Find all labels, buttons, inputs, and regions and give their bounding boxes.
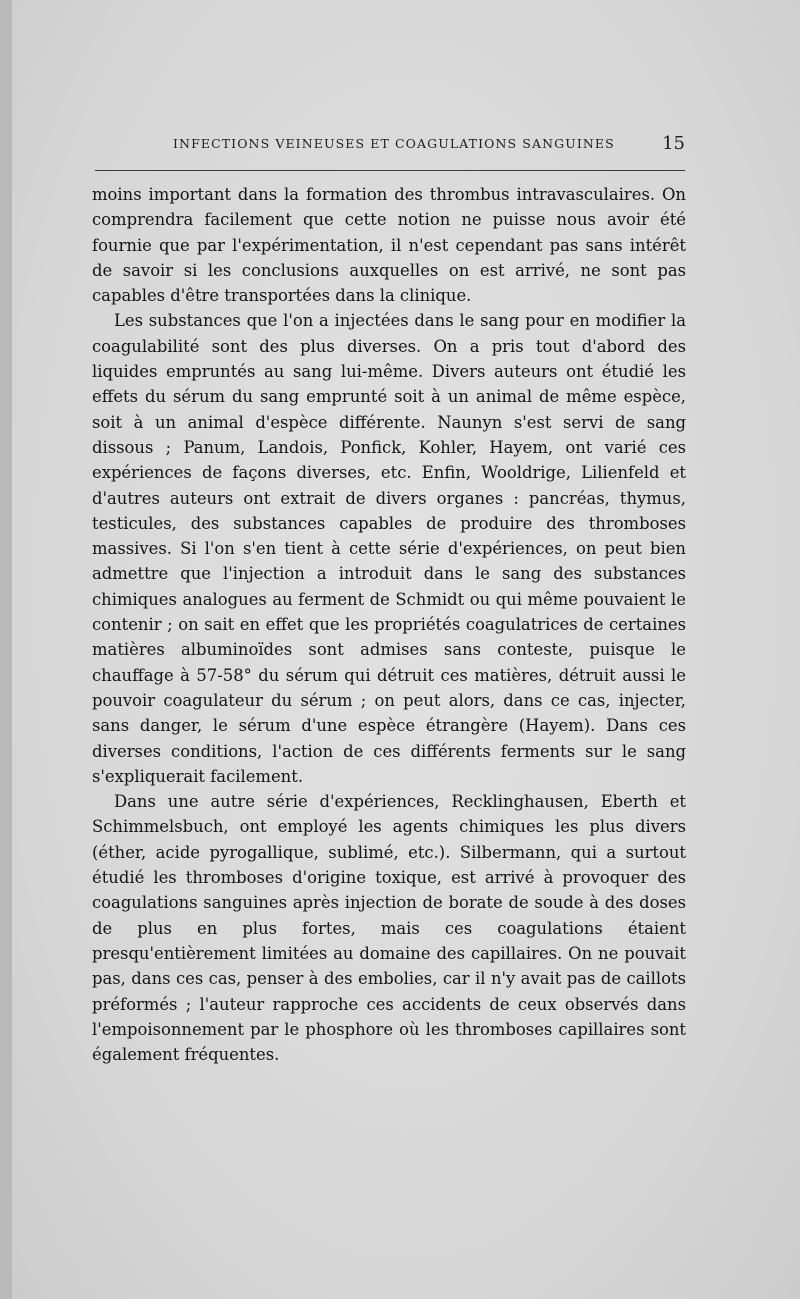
paragraph-substances: Les substances que l'on a injectées dans le sang pour en modifier la coagulabilité sont des plus diverses. On a pris tout d'abord des liquides empruntés au sang lui-même. Divers auteurs ont étudié les effets du sérum du sang emprunté soit à un animal de même espèce, soit à un animal d'espèce différente. Naunyn s'est servi de sang dissous ; Panum, Landois, Ponfick, Kohler, Hayem, ont varié ces expériences de façons diverses, etc. Enfin, Wooldrige, Lilienfeld et d'autres auteurs ont extrait de divers organes : pancréas, thymus, testicules, des substances capables de produire des thromboses massives. Si l'on s'en tient à cette série d'expériences, on peut bien admettre que l'injection a introduit dans le sang des substances chimiques analogues au ferment de Schmidt ou qui même pouvaient le contenir ; on sait en effet que les propriétés coagulatrices de certaines matières albuminoïdes sont admises sans conteste, puisque le chauffage à 57-58° du sérum qui détruit ces matières, détruit aussi le pouvoir coagulateur du sérum ; on peut alors, dans ce cas, injecter, sans danger, le sérum d'une espèce étrangère (Hayem). Dans ces diverses conditions, l'action de ces différents ferments sur le sang s'expliquerait facilement. [92,311,686,786]
scan-left-margin [0,0,12,1299]
header-rule [95,170,685,171]
running-head [95,133,685,157]
body-text [92,182,686,1067]
paragraph-continuation: moins important dans la formation des thrombus intravasculaires. On comprendra facilement que cette notion ne puisse nous avoir été fournie que par l'expérimentation, il n'est cependant pas sans intérêt de savoir si les conclusions auxquelles on est arrivé, ne sont pas capables d'être transportées dans la clinique. [92,185,686,306]
paragraph-chemical-agents: Dans une autre série d'expériences, Recklinghausen, Eberth et Schimmelsbuch, ont employé les agents chimiques les plus divers (éther, acide pyrogallique, sublimé, etc.). Silbermann, qui a surtout étudié les thromboses d'origine toxique, est arrivé à provoquer des coagulations sanguines après injection de borate de soude à des doses de plus en plus fortes, mais ces coagulations étaient presqu'entièrement limitées au domaine des capillaires. On ne pouvait pas, dans ces cas, penser à des embolies, car il n'y avait pas de caillots préformés ; l'auteur rapproche ces accidents de ceux observés dans l'empoisonnement par le phosphore où les thromboses capillaires sont également fréquentes. [92,792,686,1065]
running-title: INFECTIONS VEINEUSES ET COAGULATIONS SANGUINES [173,136,615,151]
page-number: 15 [662,133,685,154]
